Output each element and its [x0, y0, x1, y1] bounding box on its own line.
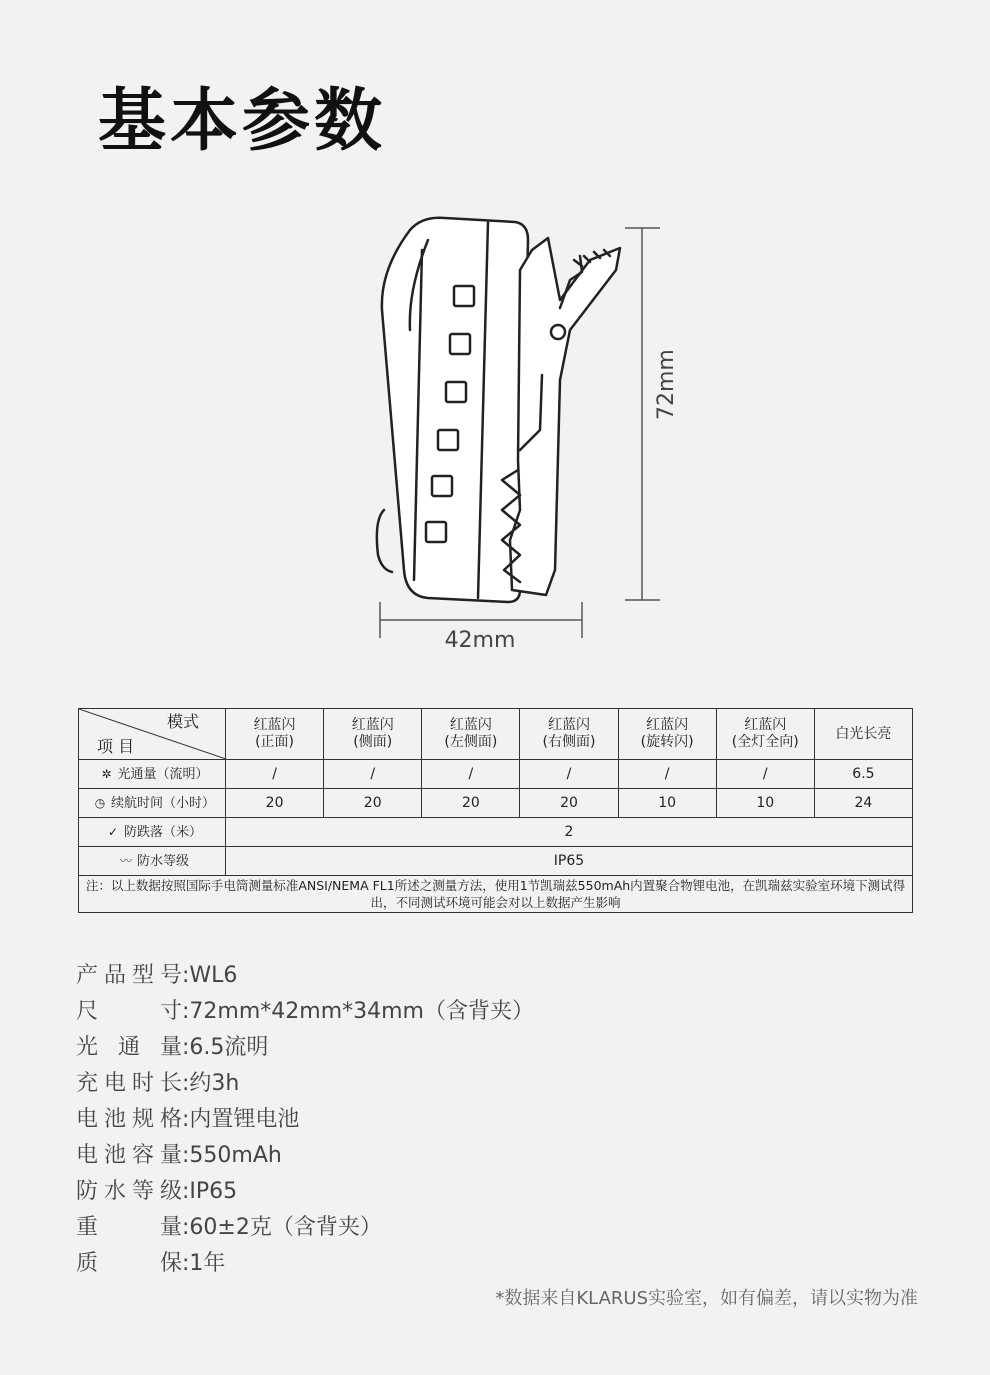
spec-value: WL6 [189, 963, 238, 988]
spec-value: 内置锂电池 [189, 1107, 300, 1132]
spec-line: 充电时长:约3h [76, 1066, 534, 1102]
spec-key: 防水等级 [76, 1179, 182, 1204]
table-cell: / [226, 760, 324, 789]
table-cell: 20 [422, 789, 520, 818]
spec-line: 质保:1年 [76, 1246, 534, 1282]
spec-value: 550mAh [189, 1143, 282, 1168]
table-row [79, 847, 913, 876]
spec-key: 质保 [76, 1251, 182, 1276]
spec-key: 产品型号 [76, 963, 182, 988]
spec-value: 60±2克（含背夹） [189, 1215, 382, 1240]
spec-value: 72mm*42mm*34mm（含背夹） [189, 999, 534, 1024]
height-dimension-label: 72mm [654, 349, 679, 421]
table-row [79, 760, 913, 789]
spec-value: IP65 [189, 1179, 238, 1204]
spec-key: 光通量 [76, 1035, 182, 1060]
table-cell: / [520, 760, 618, 789]
burst-icon: ✲ [101, 766, 112, 781]
mode-header: 红蓝闪 (侧面) [324, 709, 422, 760]
spec-line: 光通量:6.5流明 [76, 1030, 534, 1066]
row-label: 防水等级 [136, 853, 189, 869]
row-label: 续航时间（小时） [110, 795, 215, 811]
table-cell: 20 [324, 789, 422, 818]
row-label: 光通量（流明） [117, 766, 209, 782]
clock-icon: ◷ [94, 795, 106, 810]
table-cell: 24 [814, 789, 912, 818]
corner-mode-label: 模式 [166, 712, 199, 731]
footnote: *数据来自KLARUS实验室，如有偏差，请以实物为准 [495, 1288, 918, 1309]
width-dimension-label: 42mm [444, 628, 516, 653]
device-illustration [370, 210, 670, 660]
spec-line: 尺寸:72mm*42mm*34mm（含背夹） [76, 994, 534, 1030]
corner-item-label: 项 目 [97, 737, 135, 756]
table-cell: IP65 [226, 847, 913, 876]
table-cell: 10 [716, 789, 814, 818]
row-label: 防跌落（米） [123, 824, 202, 840]
mode-header: 白光长亮 [814, 709, 912, 760]
spec-value: 约3h [189, 1071, 240, 1096]
spec-list [76, 958, 534, 1282]
spec-key: 重量 [76, 1215, 182, 1240]
spec-key: 充电时长 [76, 1071, 182, 1096]
spec-line: 电池容量:550mAh [76, 1138, 534, 1174]
mode-header: 红蓝闪 (右侧面) [520, 709, 618, 760]
spec-key: 电池容量 [76, 1143, 182, 1168]
spec-line: 防水等级:IP65 [76, 1174, 534, 1210]
table-row [79, 789, 913, 818]
mode-header: 红蓝闪 (全灯全向) [716, 709, 814, 760]
table-row [79, 818, 913, 847]
mode-header: 红蓝闪 (旋转闪) [618, 709, 716, 760]
table-cell: 10 [618, 789, 716, 818]
table-corner-header [79, 709, 226, 760]
table-cell: / [324, 760, 422, 789]
drop-icon: ✓ [107, 824, 119, 839]
spec-table [78, 708, 913, 913]
table-cell: / [618, 760, 716, 789]
mode-header: 红蓝闪 (左侧面) [422, 709, 520, 760]
table-cell: 6.5 [814, 760, 912, 789]
spec-line: 产品型号:WL6 [76, 958, 534, 994]
page-title: 基本参数 [98, 82, 387, 161]
table-cell: 2 [226, 818, 913, 847]
table-cell: 20 [520, 789, 618, 818]
table-cell: 20 [226, 789, 324, 818]
table-cell: / [422, 760, 520, 789]
table-cell: / [716, 760, 814, 789]
spec-value: 1年 [189, 1251, 226, 1276]
water-icon: 〰 [119, 853, 132, 868]
spec-value: 6.5流明 [189, 1035, 269, 1060]
spec-line: 重量:60±2克（含背夹） [76, 1210, 534, 1246]
spec-key: 电池规格 [76, 1107, 182, 1132]
mode-header: 红蓝闪 (正面) [226, 709, 324, 760]
table-note: 注：以上数据按照国际手电筒测量标准ANSI/NEMA FL1所述之测量方法，使用1节凯瑞兹550mAh内置聚合物锂电池，在凯瑞兹实验室环境下测试得出，不同测试环境可能会对以上数据产生影响 [79, 876, 913, 913]
spec-line: 电池规格:内置锂电池 [76, 1102, 534, 1138]
spec-key: 尺寸 [76, 999, 182, 1024]
